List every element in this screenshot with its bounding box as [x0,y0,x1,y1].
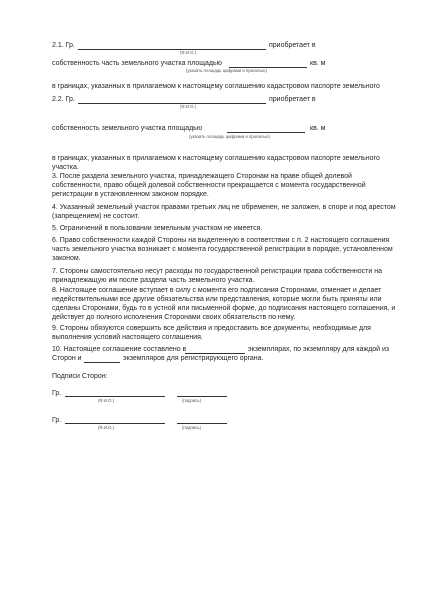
clause-10-registry: экземпляров для регистрирующего органа. [123,355,264,362]
body-line: принадлежащую им после раздела часть земельного участка. [52,277,255,284]
section-2-1-area-hint: (указать площадь цифрами и прописью) [186,68,267,73]
registry-copies-blank[interactable] [84,362,120,363]
clause-10-parties: Сторон и [52,355,82,362]
body-line: законом. [52,255,81,262]
body-line: собственности, право общей долевой собственности прекращается с момента государственной [52,182,366,189]
body-line: 3. После раздела земельного участка, принадлежащего Сторонам на праве общей долевой [52,173,352,180]
signature-1-fio-blank[interactable] [65,396,165,397]
body-line: часть земельного участка возникает с момента государственной регистрации в порядке, установленном [52,246,393,253]
section-2-1-acquires: приобретает в [269,42,316,49]
clause-10-text-cont: экземплярах, по экземпляру для каждой из [248,346,390,353]
body-line: регистрации в установленном законом порядке. [52,191,209,198]
body-line: 9. Стороны обязуются совершить все действия и предоставить все документы, необходимые для [52,325,371,332]
body-line: участка. [52,164,79,171]
body-line: 8. Настоящее соглашение вступает в силу с момента его подписания Сторонами, отменяет и делает [52,287,382,294]
signatures-heading: Подписи Сторон: [52,373,108,380]
body-line: 4. Указанный земельный участок правами третьих лиц не обременен, не заложен, в споре и под арестом [52,204,396,211]
section-2-1-fio-hint: (Ф.И.О.) [180,50,197,55]
signature-2-sign-blank[interactable] [177,423,227,424]
signature-1-sign-blank[interactable] [177,396,227,397]
section-2-2-fio-blank[interactable] [78,103,266,104]
body-line: действует до полного исполнения Сторонами своих обязательств по нему. [52,314,296,321]
section-2-2-area-unit: кв. м [310,125,326,132]
section-2-2-fio-hint: (Ф.И.О.) [180,104,197,109]
section-2-1-area-prefix: собственность часть земельного участка площадью [52,60,222,67]
signature-1-sign-hint: (подпись) [182,398,202,403]
signature-1-fio-hint: (Ф.И.О.) [98,398,115,403]
section-2-2-area-prefix: собственность земельного участка площадью [52,125,203,132]
section-2-2-prefix: 2.2. Гр. [52,96,75,103]
signature-1-prefix: Гр. [52,390,62,397]
clause-10-text: 10. Настоящее соглашение составлено в [52,346,187,353]
body-line: 7. Стороны самостоятельно несут расходы по государственной регистрации права собственности на [52,268,382,275]
body-line: недействительными все другие обязательства или представления, которые могли быть приняты или [52,296,382,303]
section-2-2-boundary-text: в границах, указанных в прилагаемом к настоящему соглашению кадастровом паспорте земельного [52,155,380,162]
body-line: 5. Ограничений в пользовании земельным участком не имеется. [52,225,263,232]
body-line: сделаны Сторонами, будь то в устной или письменной форме, до подписания настоящего соглашения, и [52,305,396,312]
signature-2-sign-hint: (подпись) [182,425,202,430]
section-2-2-area-blank[interactable] [227,132,305,133]
section-2-1-prefix: 2.1. Гр. [52,42,75,49]
section-2-2-acquires: приобретает в [269,96,316,103]
body-line: (запрещением) не состоит. [52,213,140,220]
body-line: выполнения условий настоящего соглашения. [52,334,203,341]
section-2-1-area-unit: кв. м [310,60,326,67]
section-2-1-boundary-text: в границах, указанных в прилагаемом к настоящему соглашению кадастровом паспорте земельного [52,83,380,90]
section-2-1-fio-blank[interactable] [78,49,266,50]
signature-2-prefix: Гр. [52,417,62,424]
signature-2-fio-blank[interactable] [65,423,165,424]
signature-2-fio-hint: (Ф.И.О.) [98,425,115,430]
section-2-2-area-hint: (указать площадь цифрами и прописью) [189,134,270,139]
body-line: 6. Право собственности каждой Стороны на выделенную в соответствии с п. 2 настоящего соглашения [52,237,390,244]
